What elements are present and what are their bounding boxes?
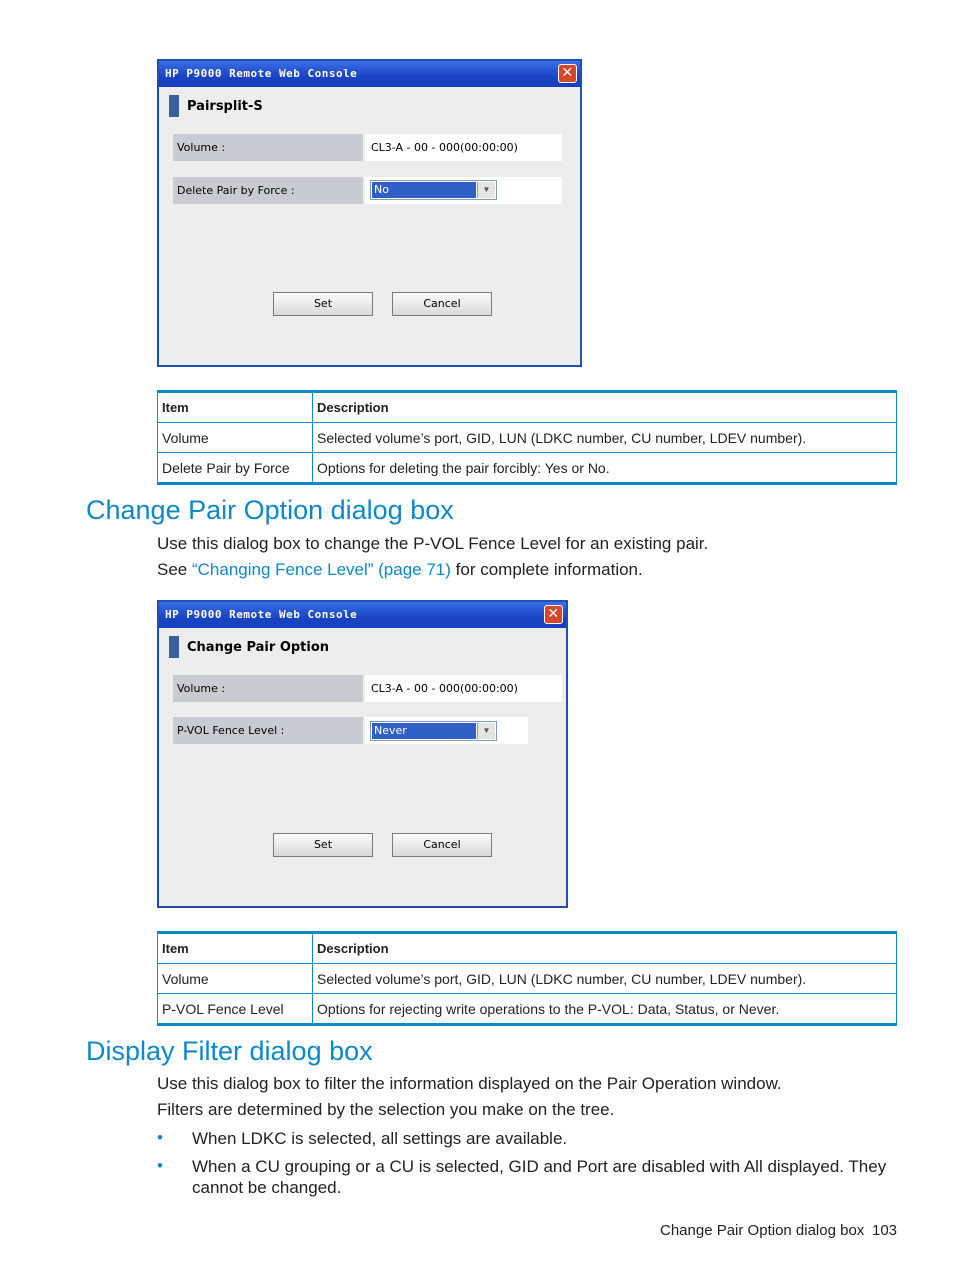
bullet-icon: • (157, 1156, 163, 1175)
volume-label: Volume : (173, 675, 363, 702)
section-paragraph: Use this dialog box to change the P-VOL Fence Level for an existing pair. (157, 534, 709, 553)
column-header: Description (313, 392, 897, 423)
volume-value: CL3-A - 00 - 000(00:00:00) (365, 675, 562, 702)
table-row (158, 994, 897, 1025)
column-header: Item (158, 933, 313, 964)
dialog-heading-text: Change Pair Option (187, 639, 330, 655)
after-link-text: for complete information. (450, 560, 643, 579)
section-title: Change Pair Option dialog box (86, 495, 454, 525)
dialog-title: HP P9000 Remote Web Console (165, 608, 358, 621)
delete-pair-by-force-select[interactable] (370, 180, 497, 200)
description-cell: Selected volume’s port, GID, LUN (LDKC number, CU number, LDEV number). (313, 964, 897, 994)
close-icon[interactable]: ✕ (544, 605, 563, 624)
volume-value: CL3-A - 00 - 000(00:00:00) (365, 134, 562, 161)
dialog-title-bar (159, 61, 580, 87)
dialog-title-bar (159, 602, 566, 628)
column-header: Item (158, 392, 313, 423)
dialog-heading-text: Pairsplit-S (187, 98, 263, 114)
select-value: Never (372, 723, 476, 739)
page-number: 103 (872, 1222, 898, 1239)
item-cell: Volume (158, 964, 313, 994)
chevron-down-icon[interactable]: ▼ (477, 723, 495, 739)
dialog-heading (169, 95, 263, 117)
table-row (158, 423, 897, 453)
delete-pair-by-force-label: Delete Pair by Force : (173, 177, 363, 204)
volume-label: Volume : (173, 134, 363, 161)
pvol-fence-level-select[interactable] (370, 721, 497, 741)
table-row (158, 964, 897, 994)
item-cell: P-VOL Fence Level (158, 994, 313, 1025)
description-cell: Options for deleting the pair forcibly: Yes or No. (313, 453, 897, 484)
cross-reference-link[interactable]: “Changing Fence Level” (page 71) (191, 560, 451, 579)
footer-section-name: Change Pair Option dialog box (660, 1222, 865, 1239)
dialog-title: HP P9000 Remote Web Console (165, 67, 358, 80)
section-paragraph: Filters are determined by the selection you make on the tree. (157, 1100, 615, 1119)
heading-bar-icon (169, 95, 179, 117)
section-title: Display Filter dialog box (86, 1036, 373, 1066)
column-header: Description (313, 933, 897, 964)
change-pair-option-dialog (157, 600, 568, 908)
list-item: When a CU grouping or a CU is selected, GID and Port are disabled with All displayed. They cannot be changed. (192, 1157, 887, 1197)
set-button[interactable]: Set (273, 833, 373, 857)
table-row (158, 453, 897, 484)
set-button[interactable]: Set (273, 292, 373, 316)
select-value: No (372, 182, 476, 198)
dialog-heading (169, 636, 329, 658)
description-cell: Selected volume’s port, GID, LUN (LDKC number, CU number, LDEV number). (313, 423, 897, 453)
cancel-button[interactable]: Cancel (392, 292, 492, 316)
table-header-row (158, 392, 897, 423)
item-cell: Volume (158, 423, 313, 453)
bullet-icon: • (157, 1128, 163, 1147)
items-table-1 (157, 390, 897, 485)
chevron-down-icon[interactable]: ▼ (477, 182, 495, 198)
close-icon[interactable]: ✕ (558, 64, 577, 83)
list-item: When LDKC is selected, all settings are available. (192, 1129, 568, 1148)
description-cell: Options for rejecting write operations to the P-VOL: Data, Status, or Never. (313, 994, 897, 1025)
table-header-row (158, 933, 897, 964)
item-cell: Delete Pair by Force (158, 453, 313, 484)
heading-bar-icon (169, 636, 179, 658)
items-table-2 (157, 931, 897, 1026)
section-paragraph: Use this dialog box to filter the information displayed on the Pair Operation window. (157, 1074, 782, 1093)
see-also-paragraph (157, 560, 643, 580)
pairsplit-dialog (157, 59, 582, 367)
pvol-fence-level-label: P-VOL Fence Level : (173, 717, 363, 744)
see-text: See (157, 560, 192, 579)
cancel-button[interactable]: Cancel (392, 833, 492, 857)
